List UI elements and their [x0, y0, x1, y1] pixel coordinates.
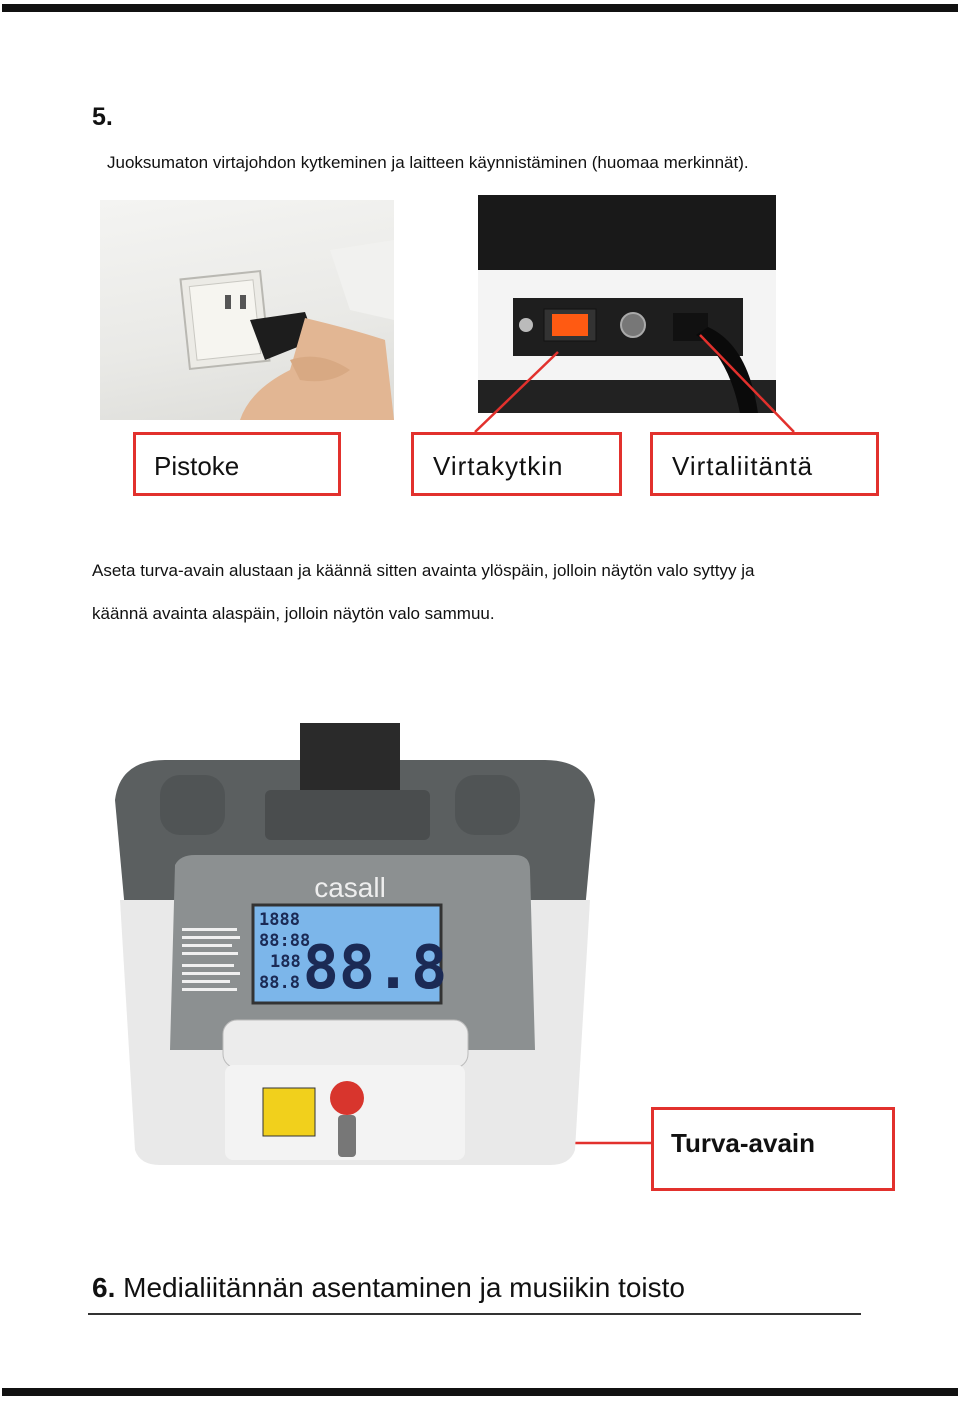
switch-callout	[411, 432, 622, 496]
section-number: 5.	[92, 103, 113, 131]
safety-key-callout	[651, 1107, 895, 1191]
bottom-rule	[2, 1388, 958, 1396]
heading-underline	[88, 1313, 861, 1315]
safety-key-label: Turva-avain	[671, 1128, 816, 1158]
treadmill-console-image	[105, 720, 605, 1180]
lcd-small-2: 88:88	[259, 931, 311, 951]
switch-label: Virtakytkin	[433, 451, 564, 481]
intro-text: Juoksumaton virtajohdon kytkeminen ja laitteen käynnistäminen (huomaa merkinnät).	[107, 153, 749, 172]
instruction-line-1: Aseta turva-avain alustaan ja käännä sitten avainta ylöspäin, jolloin näytön valo syttyy ja	[92, 561, 755, 580]
console-brand: casall	[314, 872, 386, 903]
socket-callout	[650, 432, 879, 496]
section-6-number: 6.	[92, 1272, 116, 1303]
instruction-line-2: käännä avainta alaspäin, jolloin näytön valo sammuu.	[92, 604, 495, 623]
lcd-main: 88.8	[302, 933, 448, 1003]
section-6-heading	[92, 1272, 685, 1304]
lcd-small-4: 88.8	[259, 973, 300, 993]
lcd-small-1: 1888	[259, 910, 300, 930]
plug-label: Pistoke	[154, 451, 240, 481]
plug-callout	[133, 432, 341, 496]
section-6-title: Medialiitännän asentaminen ja musiikin toisto	[123, 1272, 685, 1303]
socket-label: Virtaliitäntä	[672, 451, 814, 481]
lcd-small-3: 188	[270, 952, 301, 972]
